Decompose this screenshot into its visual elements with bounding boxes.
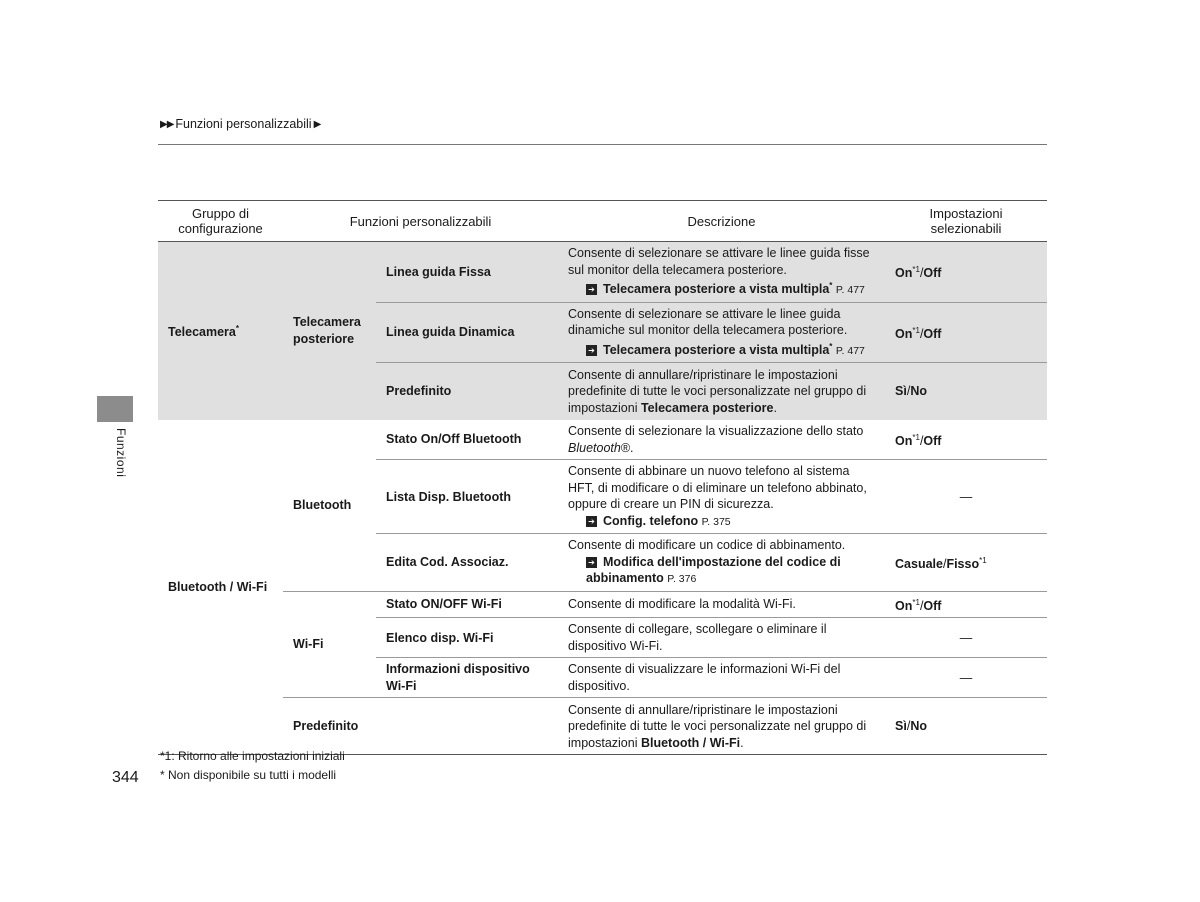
group-camera: Telecamera* [158,242,283,420]
feature-description: Consente di visualizzare le informazioni Wi-Fi del dispositivo. [558,658,885,698]
feature-setting: On$^{*1}$/Off [885,302,1047,363]
settings-table [158,200,1047,755]
feature-setting: — [885,618,1047,658]
table-row [158,420,1047,460]
page-reference[interactable]: ➔ Telecamera posteriore a vista multipla* P. 477 [568,278,875,299]
header-settings: Impostazioni selezionabili [885,201,1047,242]
feature-name: Edita Cod. Associaz. [376,534,558,592]
arrow-ref-icon: ➔ [586,557,597,568]
feature-description: Consente di modificare un codice di abbinamento. ➔ Modifica dell'impostazione del codice di abbinamento P. 376 [558,534,885,592]
breadcrumb-arrows-icon: ▶▶ [160,118,174,130]
feature-description: Consente di modificare la modalità Wi-Fi. [558,591,885,618]
table-header-row [158,201,1047,242]
breadcrumb-end-arrow-icon: ▶ [313,118,322,130]
feature-setting: On$^{*1}$/Off [885,242,1047,303]
page-reference[interactable]: ➔ Config. telefono P. 375 [568,513,875,531]
feature-description: Consente di abbinare un nuovo telefono al sistema HFT, di modificare o di eliminare un telefono abbinato, oppure di creare un PIN di sicurezza. ➔ Config. telefono P. 375 [558,460,885,534]
feature-name: Linea guida Dinamica [376,302,558,363]
subgroup-bluetooth: Bluetooth [293,498,352,513]
feature-description: Consente di selezionare se attivare le linee guida dinamiche sul monitor della telecamera posteriore. ➔ Telecamera posteriore a vista multipla* P. 477 [558,302,885,363]
header-group: Gruppo di configurazione [158,201,283,242]
page-number: 344 [112,769,139,786]
subgroup-wifi: Wi-Fi [283,591,376,698]
footnote-2: * Non disponibile su tutti i modelli [160,768,337,782]
feature-description: Consente di collegare, scollegare o eliminare il dispositivo Wi-Fi. [558,618,885,658]
feature-setting: — [885,460,1047,534]
arrow-ref-icon: ➔ [586,516,597,527]
feature-name: Lista Disp. Bluetooth [376,460,558,534]
feature-name: Stato ON/OFF Wi-Fi [376,591,558,618]
subgroup-rear-camera: Telecamera posteriore [283,242,376,420]
feature-name: Predefinito [283,698,558,755]
feature-name: Elenco disp. Wi-Fi [376,618,558,658]
breadcrumb [160,117,321,131]
page-reference[interactable]: ➔ Telecamera posteriore a vista multipla* P. 477 [568,339,875,360]
header-divider [158,144,1047,145]
feature-setting: On$^{*1}$/Off [895,432,942,448]
breadcrumb-text[interactable]: Funzioni personalizzabili [175,117,312,131]
header-description: Descrizione [558,201,885,242]
feature-description: Consente di annullare/ripristinare le impostazioni predefinite di tutte le voci personalizzate nel gruppo di impostazioni Bluetooth / Wi-Fi. [558,698,885,755]
page-reference[interactable]: ➔ Modifica dell'impostazione del codice di abbinamento P. 376 [586,554,841,586]
arrow-ref-icon: ➔ [586,284,597,295]
feature-description: Consente di selezionare se attivare le linee guida fisse sul monitor della telecamera posteriore. ➔ Telecamera posteriore a vista multipla* P. 477 [558,242,885,303]
table-row [158,591,1047,618]
header-functions: Funzioni personalizzabili [283,201,558,242]
table-row [158,698,1047,755]
feature-name: Stato On/Off Bluetooth [386,432,522,447]
section-side-tab [97,396,133,422]
section-side-label: Funzioni [114,428,128,478]
feature-description: Consente di annullare/ripristinare le impostazioni predefinite di tutte le voci personalizzate nel gruppo di impostazioni Telecamera posteriore. [558,363,885,420]
feature-description: Consente di selezionare la visualizzazione dello stato Bluetooth®. [568,424,864,455]
feature-setting: On$^{*1}$/Off [885,591,1047,618]
group-bluetooth-wifi: Bluetooth / Wi-Fi [168,579,268,594]
feature-name: Informazioni dispositivo Wi-Fi [376,658,558,698]
feature-setting: Casuale/Fisso$^{*1}$ [885,534,1047,592]
feature-name: Predefinito [376,363,558,420]
feature-name: Linea guida Fissa [376,242,558,303]
table-row [158,242,1047,303]
footnote-1: *1: Ritorno alle impostazioni iniziali [160,749,345,763]
feature-setting: — [885,658,1047,698]
feature-setting: Sì/No [885,698,1047,755]
arrow-ref-icon: ➔ [586,345,597,356]
feature-setting: Sì/No [885,363,1047,420]
